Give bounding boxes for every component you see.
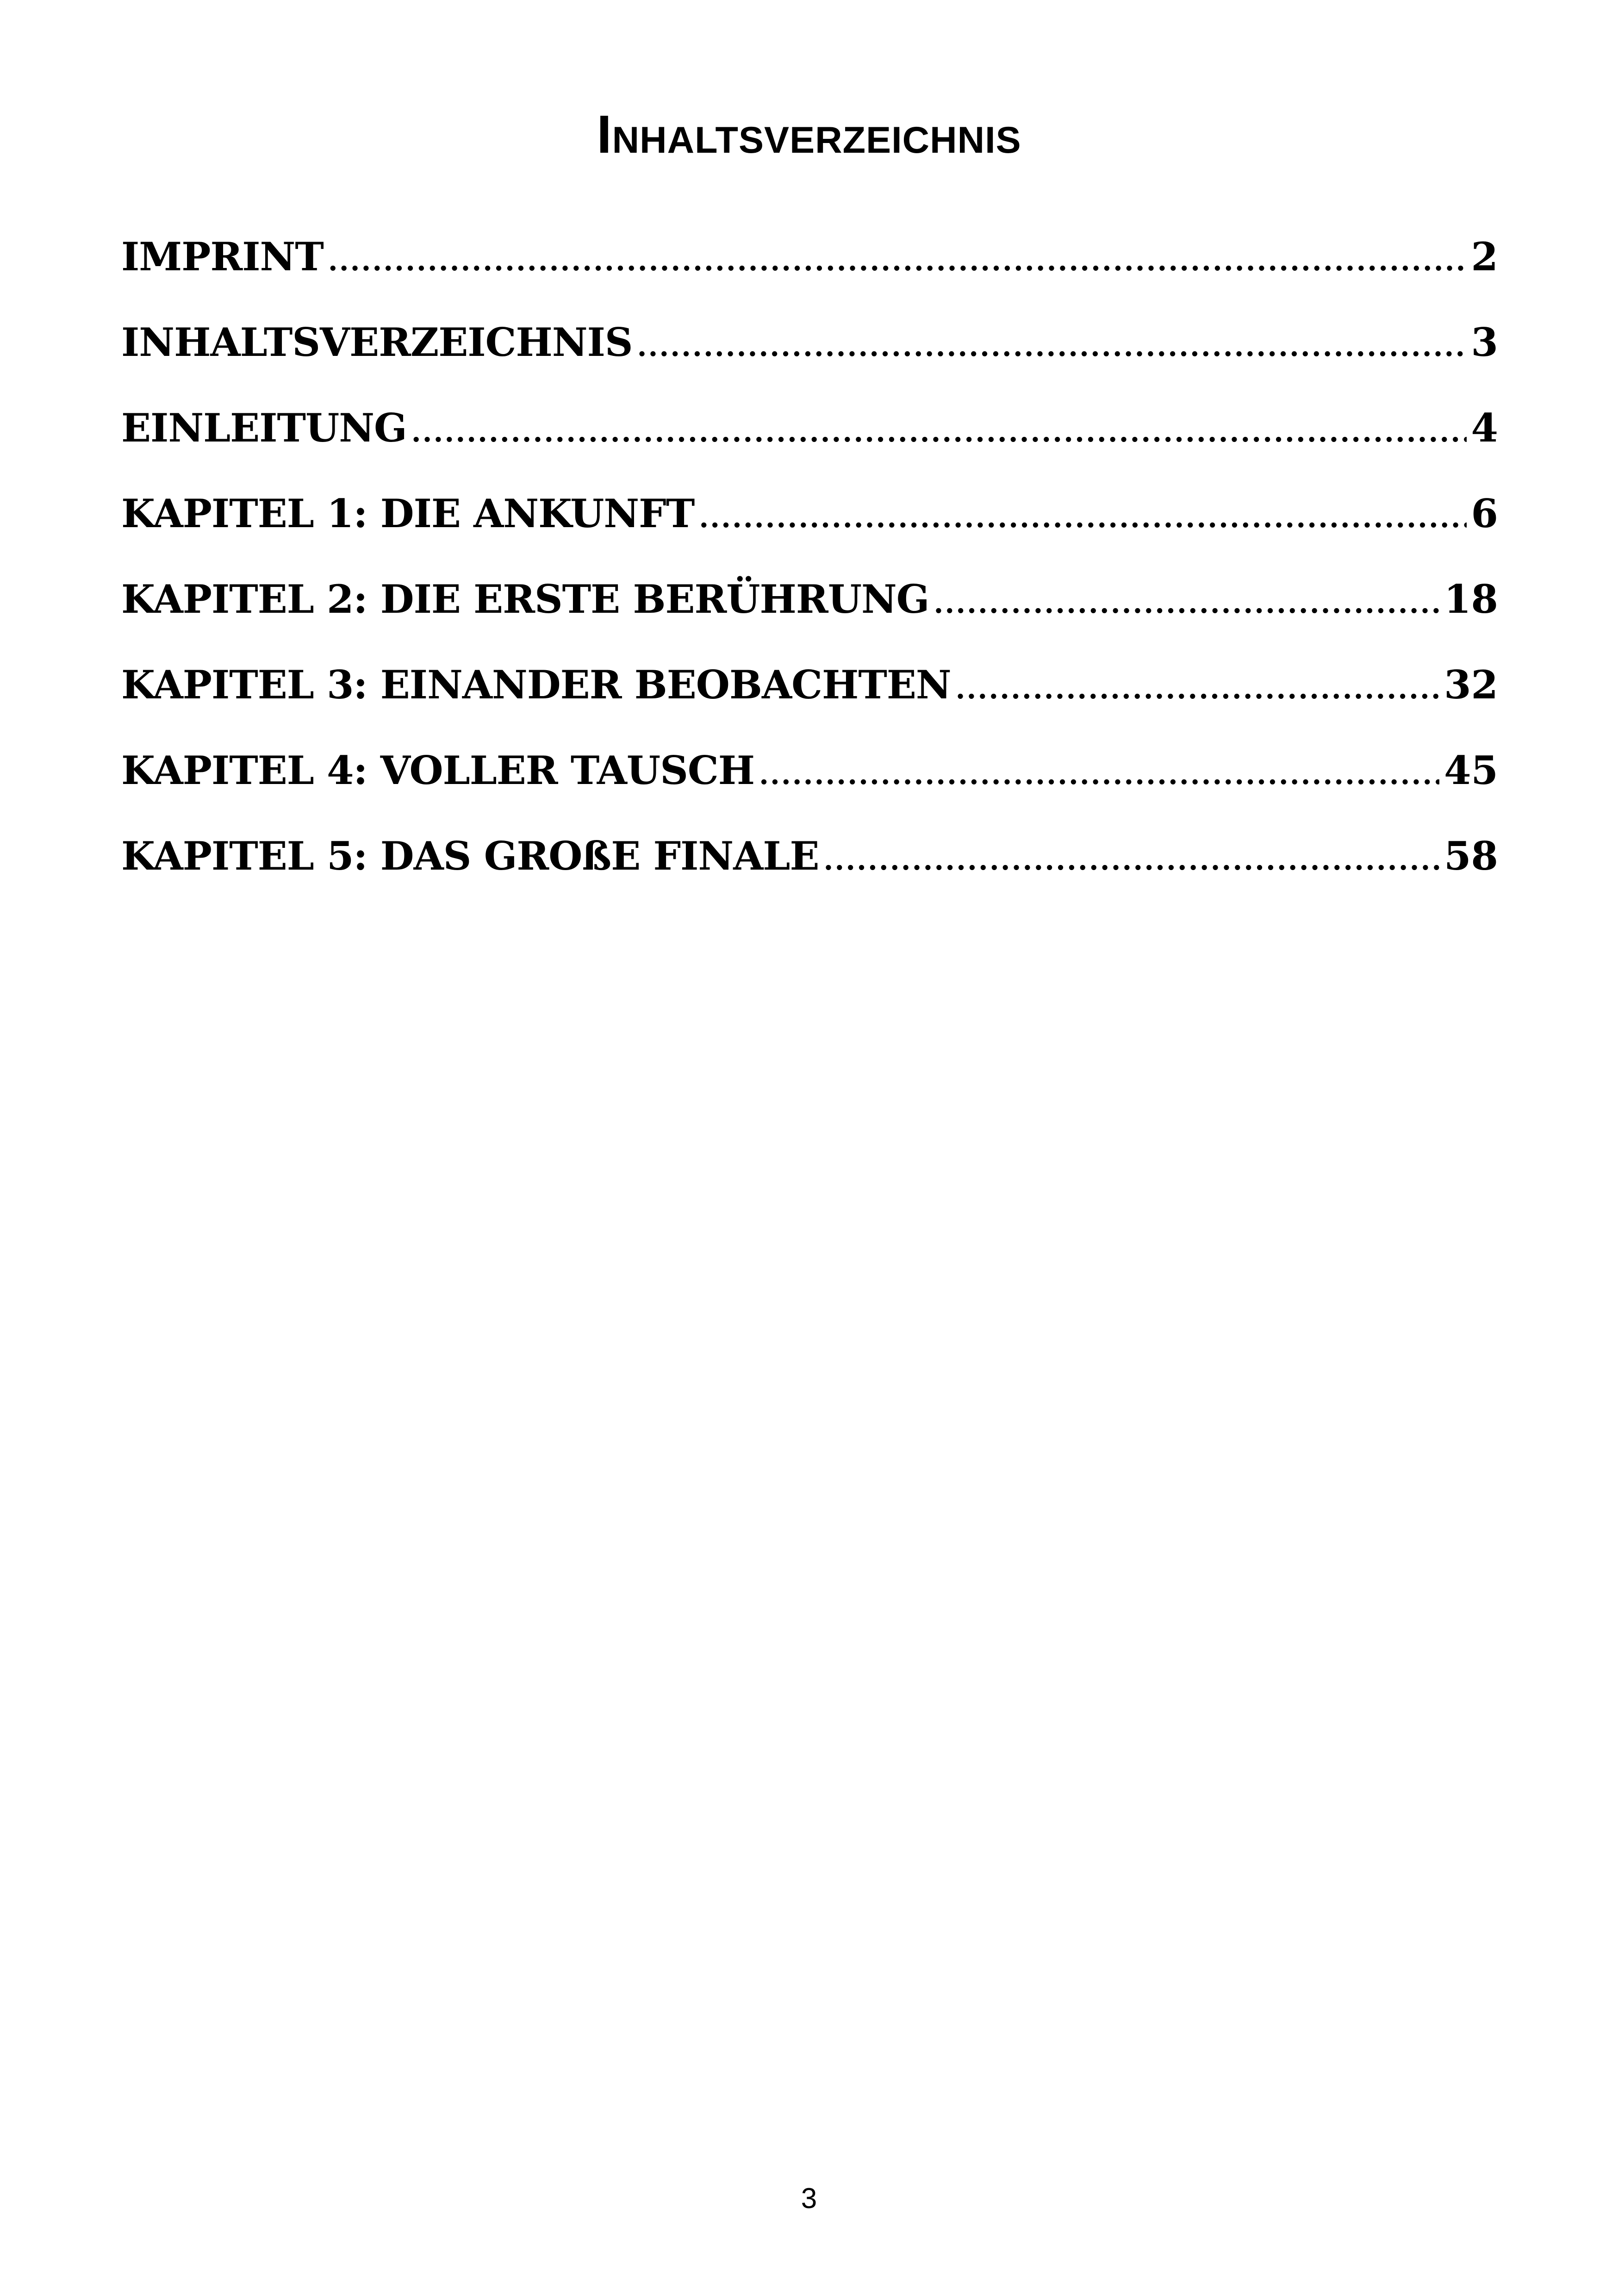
toc-entry-kapitel-2	[121, 576, 1498, 662]
toc-entry-page: 6	[1471, 491, 1498, 536]
toc-entry-page: 4	[1471, 405, 1498, 451]
toc-entry-kapitel-5	[121, 833, 1498, 919]
toc-entry-label: KAPITEL 5: DAS GROßE FINALE	[121, 833, 819, 879]
toc-dot-leader	[328, 245, 1467, 277]
toc-entry-label: EINLEITUNG	[121, 405, 407, 451]
toc-entry-imprint	[121, 234, 1498, 319]
toc-entry-label: KAPITEL 2: DIE ERSTE BERÜHRUNG	[121, 576, 929, 622]
toc-dot-leader	[759, 759, 1439, 791]
toc-entry-label: INHALTSVERZEICHNIS	[121, 319, 633, 365]
toc-entry-kapitel-4	[121, 747, 1498, 833]
page-number: 3	[801, 2183, 817, 2215]
table-of-contents	[121, 234, 1498, 919]
toc-entry-page: 3	[1471, 319, 1498, 365]
toc-entry-kapitel-1	[121, 491, 1498, 576]
toc-dot-leader	[956, 673, 1439, 705]
toc-dot-leader	[823, 844, 1439, 877]
toc-entry-label: IMPRINT	[121, 234, 324, 280]
toc-entry-page: 2	[1471, 234, 1498, 280]
toc-entry-label: KAPITEL 3: EINANDER BEOBACHTEN	[121, 662, 951, 708]
toc-dot-leader	[699, 502, 1466, 534]
toc-entry-page: 32	[1444, 662, 1498, 708]
toc-dot-leader	[933, 587, 1439, 620]
toc-dot-leader	[637, 330, 1467, 363]
toc-entry-kapitel-3	[121, 662, 1498, 747]
toc-entry-einleitung	[121, 405, 1498, 491]
toc-entry-page: 45	[1444, 747, 1498, 793]
toc-entry-inhaltsverzeichnis	[121, 319, 1498, 405]
toc-entry-page: 18	[1444, 576, 1498, 622]
toc-entry-label: KAPITEL 1: DIE ANKUNFT	[121, 491, 695, 536]
page-title: Inhaltsverzeichnis	[597, 104, 1021, 164]
toc-dot-leader	[411, 416, 1467, 448]
toc-entry-page: 58	[1444, 833, 1498, 879]
toc-entry-label: KAPITEL 4: VOLLER TAUSCH	[121, 747, 755, 793]
